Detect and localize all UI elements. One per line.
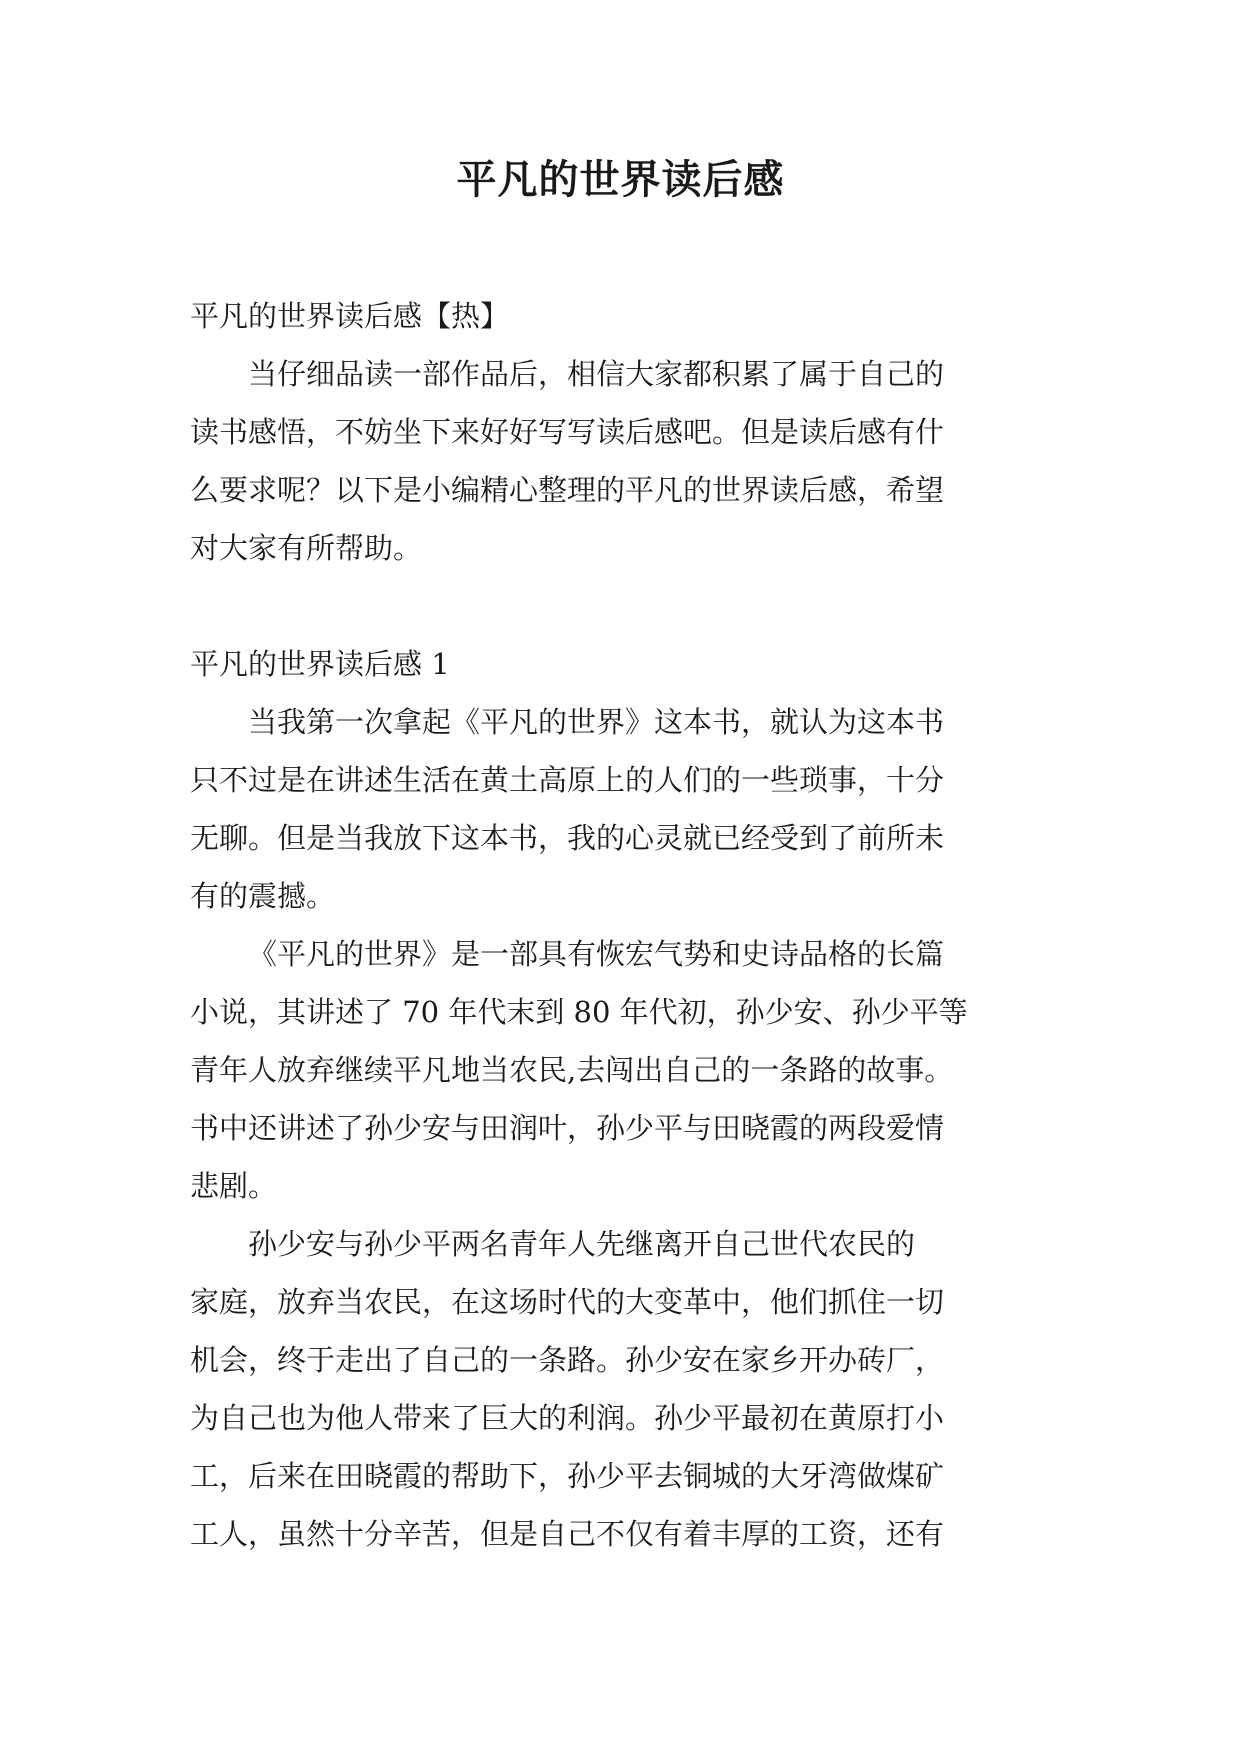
section-heading: 平凡的世界读后感 1: [190, 647, 450, 681]
text-line: 只不过是在讲述生活在黄土高原上的人们的一些琐事，十分: [190, 763, 945, 797]
text-line: 有的震撼。: [190, 879, 336, 913]
text-line: 无聊。但是当我放下这本书，我的心灵就已经受到了前所未: [190, 821, 945, 855]
text-line: 当仔细品读一部作品后，相信大家都积累了属于自己的: [248, 357, 945, 391]
text-line: 对大家有所帮助。: [190, 531, 423, 565]
intro-paragraph: [190, 345, 1050, 577]
body-paragraph-2: [190, 925, 1050, 1215]
text-line: 读书感悟，不妨坐下来好好写写读后感吧。但是读后感有什: [190, 415, 945, 449]
text-line: 么要求呢？以下是小编精心整理的平凡的世界读后感，希望: [190, 473, 945, 507]
intro-subtitle: 平凡的世界读后感【热】: [190, 299, 510, 333]
text-line: 书中还讲述了孙少安与田润叶，孙少平与田晓霞的两段爱情: [190, 1111, 945, 1145]
text-line: 当我第一次拿起《平凡的世界》这本书，就认为这本书: [248, 705, 945, 739]
body-paragraph-3: [190, 1215, 1050, 1563]
text-line: 孙少安与孙少平两名青年人先继离开自己世代农民的: [248, 1227, 916, 1261]
text-line: 《平凡的世界》是一部具有恢宏气势和史诗品格的长篇: [248, 937, 945, 971]
text-line: 为自己也为他人带来了巨大的利润。孙少平最初在黄原打小: [190, 1401, 945, 1435]
text-line: 悲剧。: [190, 1169, 278, 1203]
text-line: 家庭，放弃当农民，在这场时代的大变革中，他们抓住一切: [190, 1285, 945, 1319]
document-body: [190, 287, 1050, 1563]
document-title: 平凡的世界读后感: [456, 157, 785, 203]
paragraph-gap: [190, 577, 1050, 635]
text-line: 工，后来在田晓霞的帮助下，孙少平去铜城的大牙湾做煤矿: [190, 1459, 945, 1493]
text-line: 青年人放弃继续平凡地当农民,去闯出自己的一条路的故事。: [190, 1053, 954, 1087]
text-line: 机会，终于走出了自己的一条路。孙少安在家乡开办砖厂，: [190, 1343, 945, 1377]
text-line: 工人，虽然十分辛苦，但是自己不仅有着丰厚的工资，还有: [190, 1517, 945, 1551]
body-paragraph-1: [190, 693, 1050, 925]
text-line: 小说，其讲述了 70 年代末到 80 年代初，孙少安、孙少平等: [190, 995, 968, 1029]
